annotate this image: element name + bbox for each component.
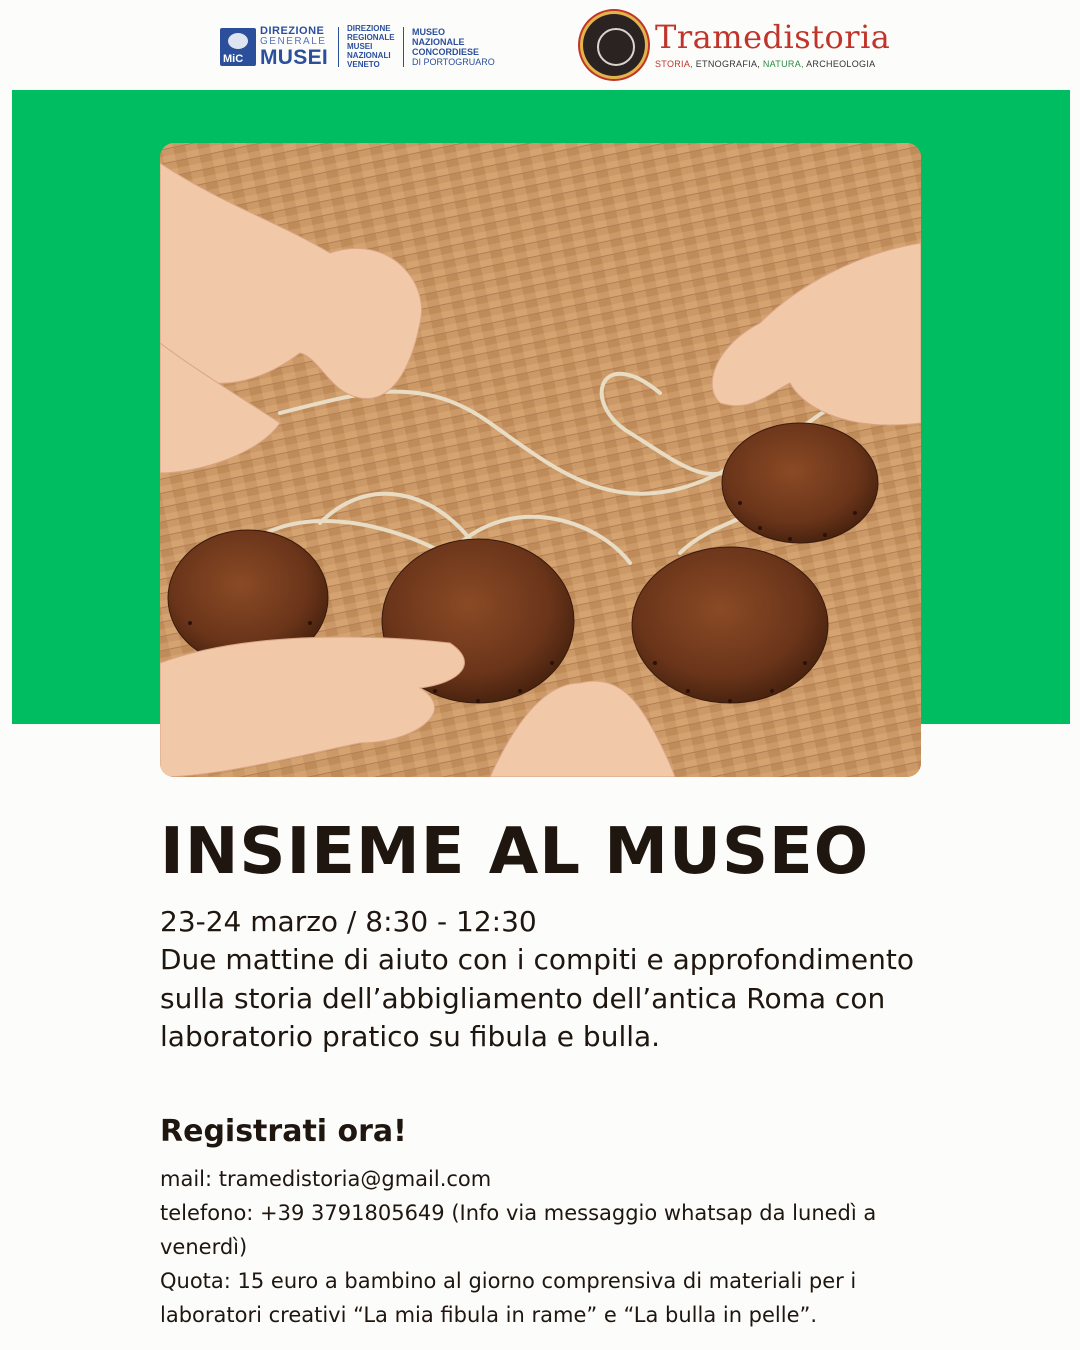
mic-musei-logo (220, 24, 495, 69)
fee-info: Quota: 15 euro a bambino al giorno comprensiva di materiali per i laboratori creativi “La mia fibula in rame” e “La bulla in pelle”. (160, 1269, 857, 1327)
contact-phone[interactable]: telefono: +39 3791805649 (Info via messaggio whatsap da lunedì a venerdì) (160, 1201, 877, 1259)
workshop-photo-illustration (160, 143, 921, 777)
register-cta: Registrati ora! (160, 1114, 407, 1149)
contact-email[interactable]: mail: tramedistoria@gmail.com (160, 1167, 492, 1191)
mic-emblem-icon (220, 28, 256, 66)
brand-name: Tramedistoria (655, 18, 891, 56)
brand-tagline: STORIA, ETNOGRAFIA, NATURA, ARCHEOLOGIA (655, 59, 876, 69)
tramedistoria-emblem-icon (583, 14, 645, 76)
museo-concordiese-label: MUSEO NAZIONALE CONCORDIESE DI PORTOGRUARO (412, 26, 495, 67)
mic-badge-label: MiC (223, 52, 244, 65)
workshop-photo (160, 143, 921, 777)
divider (403, 27, 404, 67)
event-date-time: 23-24 marzo / 8:30 - 12:30 (160, 905, 537, 938)
event-description: Due mattine di aiuto con i compiti e approfondimento sulla storia dell’abbigliamento dell’antica Roma con laboratorio pratico su fibula e bulla. (160, 943, 914, 1053)
divider (338, 27, 339, 67)
contact-info (160, 1162, 920, 1332)
direzione-regionale-label: DIREZIONE REGIONALE MUSEI NAZIONALI VENETO (347, 24, 395, 69)
header (0, 0, 1080, 90)
tramedistoria-logo (583, 14, 890, 76)
page-title: INSIEME AL MUSEO (160, 815, 870, 889)
direzione-generale-musei-label: DIREZIONE GENERALE MUSEI (260, 24, 329, 69)
